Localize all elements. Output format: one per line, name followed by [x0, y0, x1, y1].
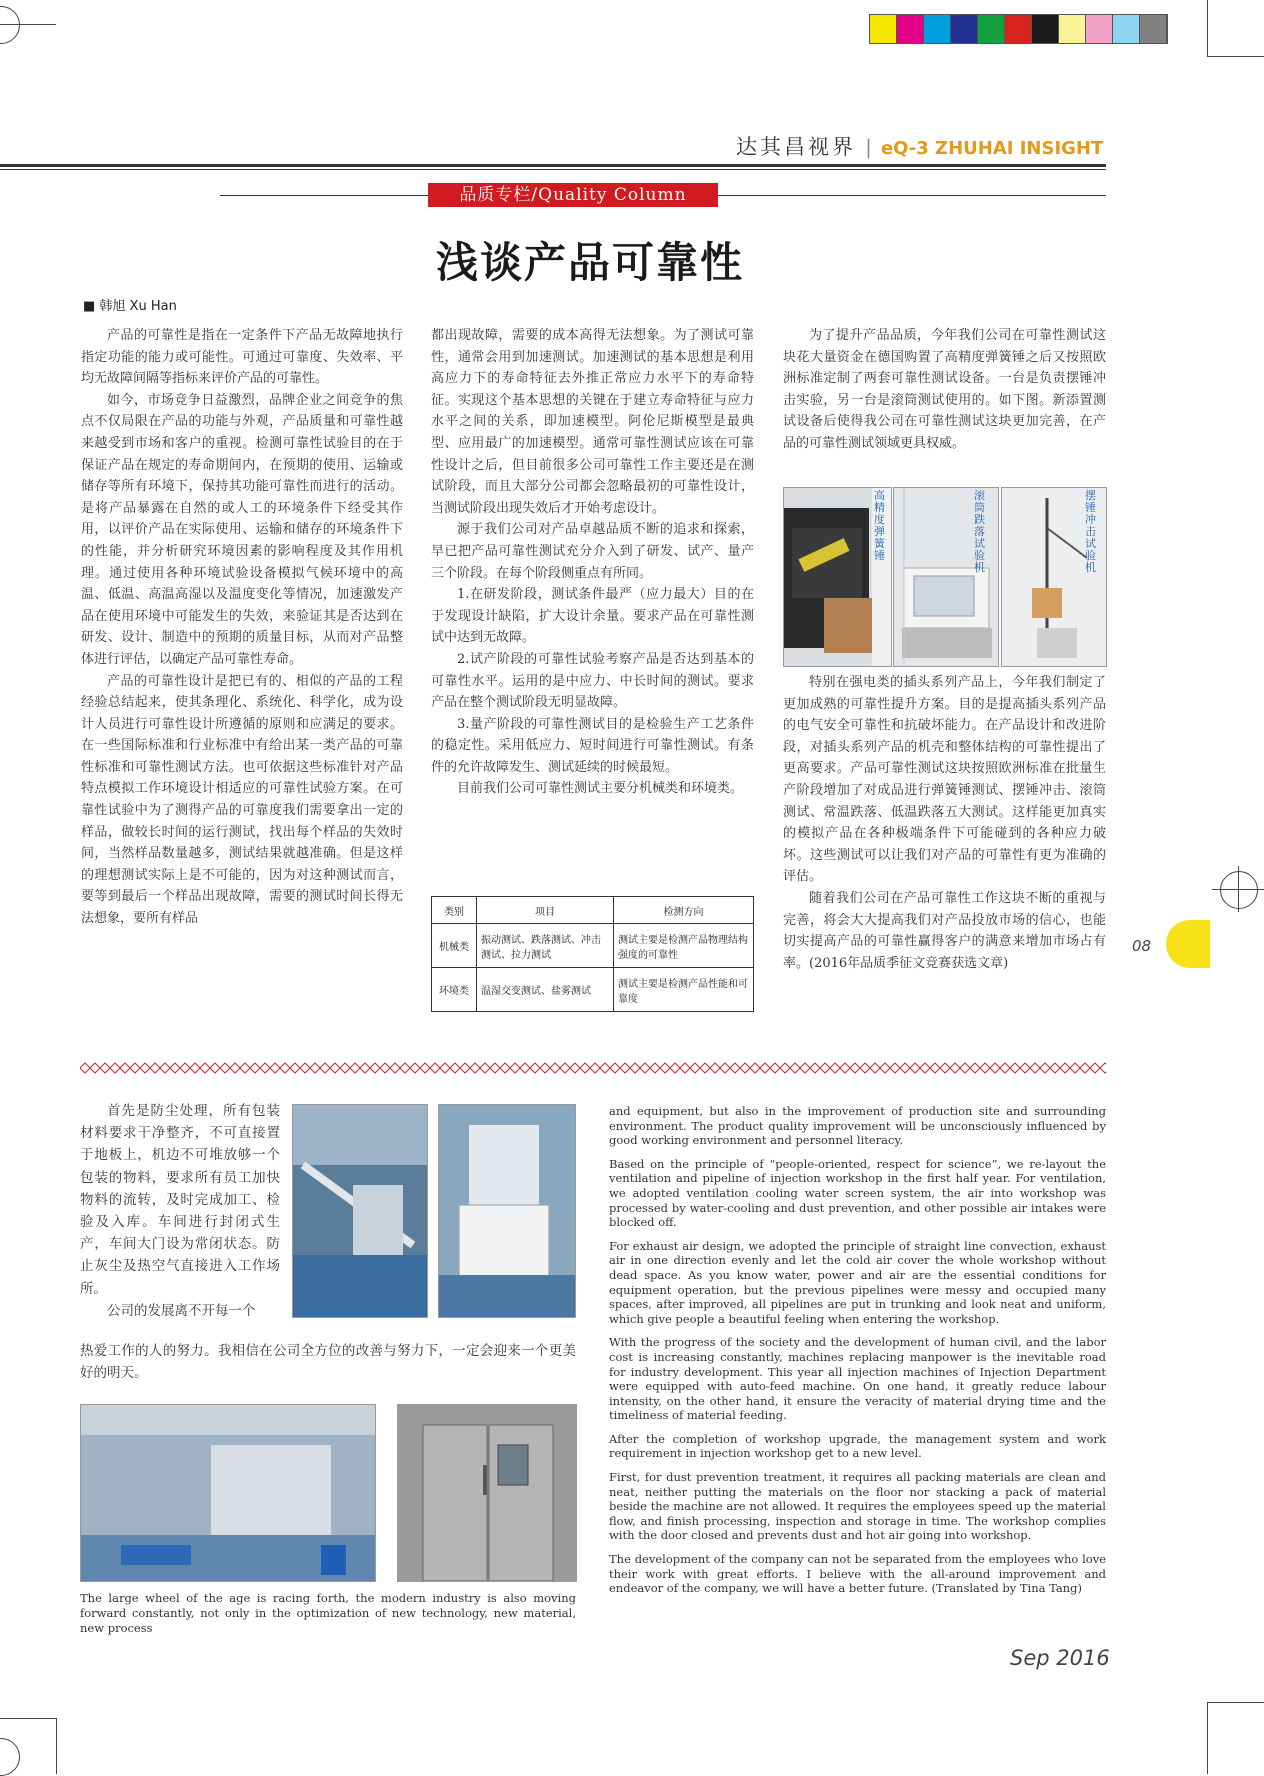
- auto-feed-machine-image: [293, 1105, 427, 1317]
- table-header-row: [432, 897, 754, 924]
- color-swatch: [978, 15, 1005, 43]
- crop-mark-top-right-v: [1207, 0, 1208, 56]
- photo-workshop-door: [397, 1404, 577, 1582]
- paragraph: Based on the principle of “people-oriented, respect for science”, we re-layout the ventilation and pipeline of injection workshop in the first half year. For ventilation, we adopted ventilation cooling water screen system, the air into workshop was processed by water-cooling and dust prevention, and other possible air intakes were blocked off.: [609, 1156, 1106, 1230]
- paragraph: 3.量产阶段的可靠性测试目的是检验生产工艺条件的稳定性。采用低应力、短时间进行可靠性测试。有条件的允许故障发生、测试延续的时候最短。: [431, 716, 754, 775]
- color-swatch: [1005, 15, 1032, 43]
- color-swatch: [1086, 15, 1113, 43]
- brand-cn: 达其昌视界: [736, 135, 856, 159]
- paragraph: 特别在强电类的插头系列产品上，今年我们制定了更加成熟的可靠性提升方案。目的是提高插头系列产品的电气安全可靠性和抗破坏能力。在产品设计和改进阶段，对插头系列产品的机壳和整体结构的可靠性提出了更高要求。产品可靠性测试这块按照欧洲标准在批量生产阶段增加了对成品进行弹簧锤测试、摆锤冲击、滚筒测试、常温跌落、低温跌落五大测试。这样能更加真实的模拟产品在各种极端条件下可能碰到的各种应力破坏。这些测试可以让我们对产品的可靠性有更为准确的评估。: [783, 675, 1106, 885]
- photo-pendulum-tester: [1001, 487, 1107, 667]
- article-column-2: [431, 325, 754, 800]
- paragraph: 产品的可靠性设计是把已有的、相似的产品的工程经验总结起来，使其条理化、系统化、科学化，成为设计人员进行可靠性设计所遵循的原则和应满足的要求。在一些国际标准和行业标准中有给出某一类产品的可靠性标准和可靠性测试方法。也可依据这些标准针对产品特点模拟工作环境设计相适应的可靠性试验方案。在可靠性试验中为了测得产品的可靠度我们需要拿出一定的样品，做较长时间的运行测试，找出每个样品的失效时间，当然样品数量越多，测试结果就越准确。但是这样的理想测试实际上是不可能的，因为对这种测试而言，要等到最后一个样品出现故障，需要的测试时间长得无法想象，要所有样品: [81, 673, 403, 927]
- paragraph: 公司的发展离不开每一个: [107, 1302, 256, 1319]
- crop-mark-top-right-h: [1207, 56, 1264, 57]
- zigzag-pattern: [80, 1063, 1106, 1073]
- page-tab-dot: [1166, 920, 1210, 968]
- table-cell: 测试主要是检测产品物理结构强度的可靠性: [614, 924, 754, 968]
- color-swatch: [897, 15, 924, 43]
- photo-dryer-machine: [438, 1104, 576, 1318]
- photo-injection-workshop: [80, 1404, 376, 1582]
- photo-auto-feed-machine: [292, 1104, 428, 1318]
- crop-mark-bottom-right-v: [1207, 1702, 1208, 1774]
- workshop-door-image: [398, 1405, 576, 1581]
- paragraph: 热爱工作的人的努力。我相信在公司全方位的改善与努力下，一定会迎来一个更美好的明天。: [80, 1343, 576, 1382]
- color-swatch: [1059, 15, 1086, 43]
- column-tag-line-right: [718, 195, 1106, 196]
- table-cell: 振动测试、跌落测试、冲击测试、拉力测试: [477, 924, 614, 968]
- column-tag: 品质专栏/Quality Column: [428, 183, 718, 207]
- color-swatch: [1032, 15, 1059, 43]
- header-rule-thin: [0, 169, 1106, 170]
- paragraph: For exhaust air design, we adopted the principle of straight line convection, exhaust air in one direction evenly and let the cold air cover the whole workshop without dead space. As you know water, power and air are the essential conditions for equipment operation, but the previous pipelines were messy and occupied many spaces, after improved, all pipelines are put in trunking and look neat and uniform, which give people a beautiful feeling when entering the workshop.: [609, 1238, 1106, 1326]
- injection-workshop-image: [81, 1405, 375, 1581]
- paragraph: With the progress of the society and the development of human civil, and the labor cost is increasing constantly, machines replacing manpower is the inevitable road for industry development. This year all injection machines of Injection Department were equipped with auto-feed machine. On one hand, it greatly reduce labour intensity, on the other hand, it ensure the veracity of material drying time and the timeliness of material feeding.: [609, 1335, 1106, 1423]
- paragraph: 2.试产阶段的可靠性试验考察产品是否达到基本的可靠性水平。运用的是中应力、中长时间的测试。要求产品在整个测试阶段无明显故障。: [431, 651, 754, 711]
- article-title: 浅谈产品可靠性: [435, 238, 744, 287]
- table-row: [432, 924, 754, 968]
- table-header-cell: 类别: [432, 897, 477, 924]
- paragraph: 1.在研发阶段，测试条件最严（应力最大）目的在于发现设计缺陷，扩大设计余量。要求产品在可靠性测试中达到无故障。: [431, 587, 754, 646]
- paragraph: 为了提升产品品质，今年我们公司在可靠性测试这块花大量资金在德国购置了高精度弹簧锤之后又按照欧洲标准定制了两套可靠性测试设备。一台是负责摆锤冲击实验，另一台是滚筒测试使用的。如下图。新添置测试设备后使得我公司在可靠性测试这块更加完善，在产品的可靠性测试领域更具权威。: [783, 328, 1106, 451]
- table-header-cell: 项目: [477, 897, 614, 924]
- article-column-3: [783, 325, 1106, 455]
- paragraph: 目前我们公司可靠性测试主要分机械类和环境类。: [457, 781, 744, 797]
- registration-mark-bottom-left: [0, 1738, 20, 1776]
- paragraph: The development of the company can not be separated from the employees who love their work with great efforts. I believe with the all-around improvement and endeavor of the company, we will have a better future. (Translated by Tina Tang): [609, 1552, 1106, 1596]
- masthead: [736, 131, 1103, 161]
- header-rule: [0, 164, 1106, 167]
- paragraph: 产品的可靠性是指在一定条件下产品无故障地执行指定功能的能力或可能性。可通过可靠度、失效率、平均无故障间隔等指标来评价产品的可靠性。: [81, 328, 403, 387]
- paragraph: 都出现故障，需要的成本高得无法想象。为了测试可靠性，通常会用到加速测试。加速测试的基本思想是利用高应力下的寿命特征去外推正常应力水平下的寿命特征。实现这个基本思想的关键在于建立寿命特征与应力水平之间的关系，即加速模型。阿伦尼斯模型是最典型、应用最广的加速模型。通常可靠性测试应该在可靠性设计之后，但目前很多公司可靠性工作主要还是在测试阶段，而且大部分公司都会忽略最初的可靠性设计，当测试阶段出现失效后才开始考虑设计。: [431, 328, 754, 516]
- page-number: 08: [1132, 937, 1152, 955]
- table-header-cell: 检测方向: [614, 897, 754, 924]
- photo-label: 滚筒跌落试验机: [974, 489, 985, 574]
- registration-mark-top-left: [0, 6, 20, 44]
- column-tag-line-left: [220, 195, 428, 196]
- paragraph: and equipment, but also in the improvement of production site and surrounding environment. The product quality improvement will be unconsciously influenced by good working environment and personnel literacy.: [609, 1104, 1106, 1148]
- article-column-1: [81, 325, 403, 930]
- table-cell: 环境类: [432, 968, 477, 1012]
- table-cell: 温湿交变测试、盐雾测试: [477, 968, 614, 1012]
- english-column: [609, 1104, 1106, 1605]
- table-cell: 机械类: [432, 924, 477, 968]
- paragraph: After the completion of workshop upgrade, the management system and work requirement in injection workshop get to a new level.: [609, 1431, 1106, 1461]
- paragraph: 源于我们公司对产品卓越品质不断的追求和探索，早已把产品可靠性测试充分介入到了研发、试产、量产三个阶段。在每个阶段侧重点有所同。: [431, 522, 754, 581]
- paragraph: 首先是防尘处理，所有包装材料要求干净整齐，不可直接置于地板上，机边不可堆放够一个包装的物料，要求所有员工加快物料的流转，及时完成加工、检验及入库。车间进行封闭式生产，车间大门设为常闭状态。防止灰尘及热空气直接进入工作场所。: [80, 1103, 280, 1297]
- crop-mark-bottom-left-h: [0, 1718, 56, 1719]
- test-category-table: [431, 896, 754, 1012]
- english-lead-paragraph: The large wheel of the age is racing forth, the modern industry is also moving forward constantly, not only in the optimization of new technology, new material, new process: [80, 1591, 576, 1635]
- paragraph: 随着我们公司在产品可靠性工作这块不断的重视与完善，将会大大提高我们对产品投放市场的信心，也能切实提高产品的可靠性赢得客户的满意来增加市场占有率。(2016年品质季征文竞赛获选文章): [783, 890, 1106, 971]
- photo-label: 摆锤冲击试验机: [1085, 489, 1096, 574]
- color-swatch: [951, 15, 978, 43]
- crop-mark-bottom-right-h: [1207, 1702, 1264, 1703]
- crop-mark-bottom-left-v: [56, 1718, 57, 1774]
- photo-tumble-tester: [893, 487, 999, 667]
- table-cell: 测试主要是检测产品性能和可靠度: [614, 968, 754, 1012]
- issue-date: Sep 2016: [1010, 1646, 1110, 1670]
- color-calibration-bar: [869, 14, 1168, 44]
- table-row: [432, 968, 754, 1012]
- color-swatch: [1113, 15, 1140, 43]
- color-swatch: [870, 15, 897, 43]
- photo-spring-hammer: [783, 487, 892, 667]
- lower-cn-wide: [80, 1340, 576, 1384]
- paragraph: 如今，市场竞争日益激烈，品牌企业之间竞争的焦点不仅局限在产品的功能与外观，产品质量和可靠性越来越受到市场和客户的重视。检测可靠性试验目的在于保证产品在规定的寿命期间内，在预期的使用、运输或储存等所有环境下，保持其功能可靠性而进行的活动。是将产品暴露在自然的或人工的环境条件下经受其作用，以评价产品在实际使用、运输和储存的环境条件下的性能，并分析研究环境因素的影响程度及其作用机理。通过使用各种环境试验设备模拟气候环境中的高温、低温、高温高湿以及温度变化等情况，加速激发产品在使用环境中可能发生的失效，来验证其是否达到在研发、设计、制造中的预期的质量目标，从而对产品整体进行评估，以确定产品可靠性寿命。: [81, 392, 403, 667]
- lower-cn-column: [80, 1100, 280, 1322]
- photo-label: 高精度弹簧锤: [874, 489, 885, 562]
- registration-mark-right-mid: [1220, 871, 1258, 909]
- dryer-machine-image: [439, 1105, 575, 1317]
- paragraph: First, for dust prevention treatment, it requires all packing materials are clean and neat, neither putting the materials on the floor nor stacking a pack of material beside the machine are not allowed. It requires the employees speed up the material flow, and finish processing, inspection and storage in time. The workshop complies with the door closed and prevents dust and hot air going into workshop.: [609, 1470, 1106, 1543]
- color-swatch: [924, 15, 951, 43]
- color-swatch: [1140, 15, 1167, 43]
- zigzag-divider: [80, 1062, 1106, 1074]
- author-byline: ■ 韩旭 Xu Han: [83, 299, 177, 314]
- article-column-3-continued: [783, 672, 1106, 974]
- brand-en: eQ-3 ZHUHAI INSIGHT: [880, 138, 1104, 159]
- header-separator: |: [865, 135, 872, 159]
